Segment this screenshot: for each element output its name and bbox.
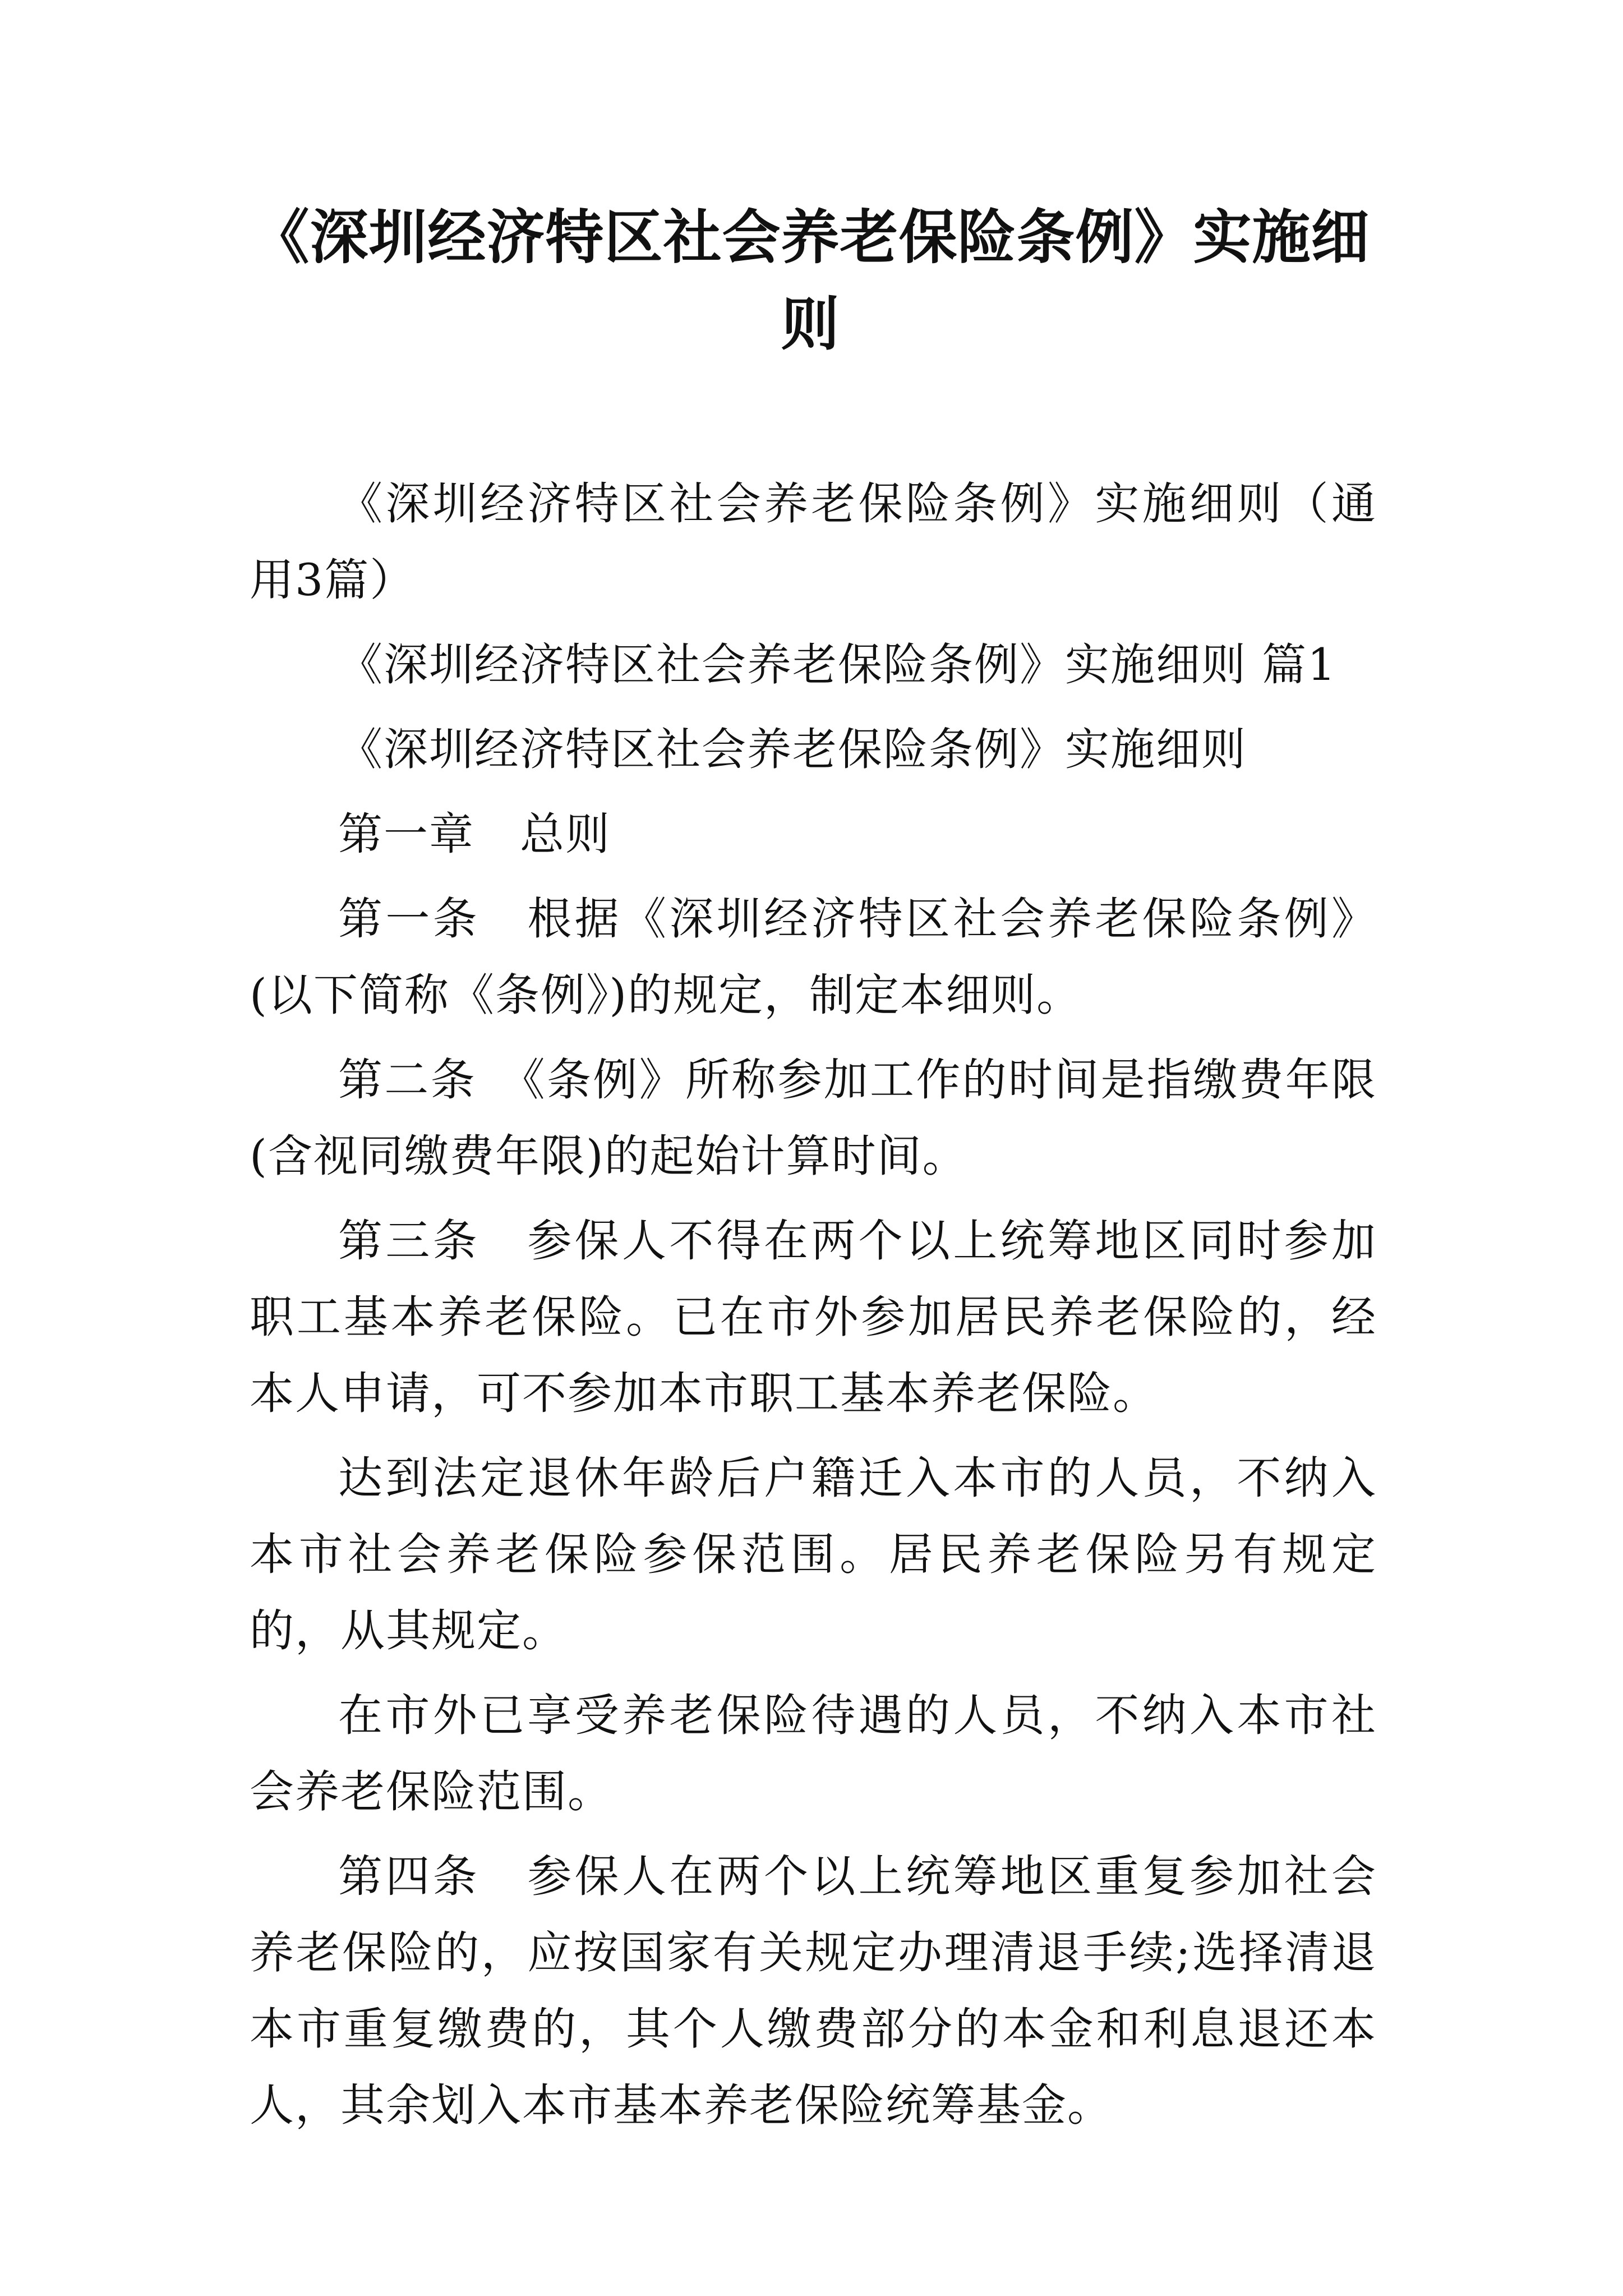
paragraph-article-1: 第一条 根据《深圳经济特区社会养老保险条例》(以下简称《条例》)的规定，制定本细则。 [250,893,1377,1021]
paragraph-collection-title: 《深圳经济特区社会养老保险条例》实施细则（通用3篇） [250,478,1377,606]
paragraph-rules-title: 《深圳经济特区社会养老保险条例》实施细则 [338,724,1247,775]
paragraph-part-heading: 《深圳经济特区社会养老保险条例》实施细则 篇1 [338,639,1337,691]
document-body [250,466,1377,2152]
paragraph-article-4: 第四条 参保人在两个以上统筹地区重复参加社会养老保险的，应按国家有关规定办理清退手续;选择清退本市重复缴费的，其个人缴费部分的本金和利息退还本人，其余划入本市基本养老保险统筹基金。 [250,1851,1377,2131]
paragraph-article-3: 第三条 参保人不得在两个以上统筹地区同时参加职工基本养老保险。已在市外参加居民养老保险的，经本人申请，可不参加本市职工基本养老保险。 [250,1215,1377,1419]
document-title: 《深圳经济特区社会养老保险条例》实施细则 [251,203,1370,358]
paragraph-article-3-clause-3: 在市外已享受养老保险待遇的人员，不纳入本市社会养老保险范围。 [250,1690,1377,1818]
paragraph-chapter-heading: 第一章 总则 [338,808,611,860]
paragraph-article-2: 第二条 《条例》所称参加工作的时间是指缴费年限(含视同缴费年限)的起始计算时间。 [250,1054,1377,1182]
paragraph-article-3-clause-2: 达到法定退休年龄后户籍迁入本市的人员，不纳入本市社会养老保险参保范围。居民养老保险另有规定的，从其规定。 [250,1452,1377,1657]
